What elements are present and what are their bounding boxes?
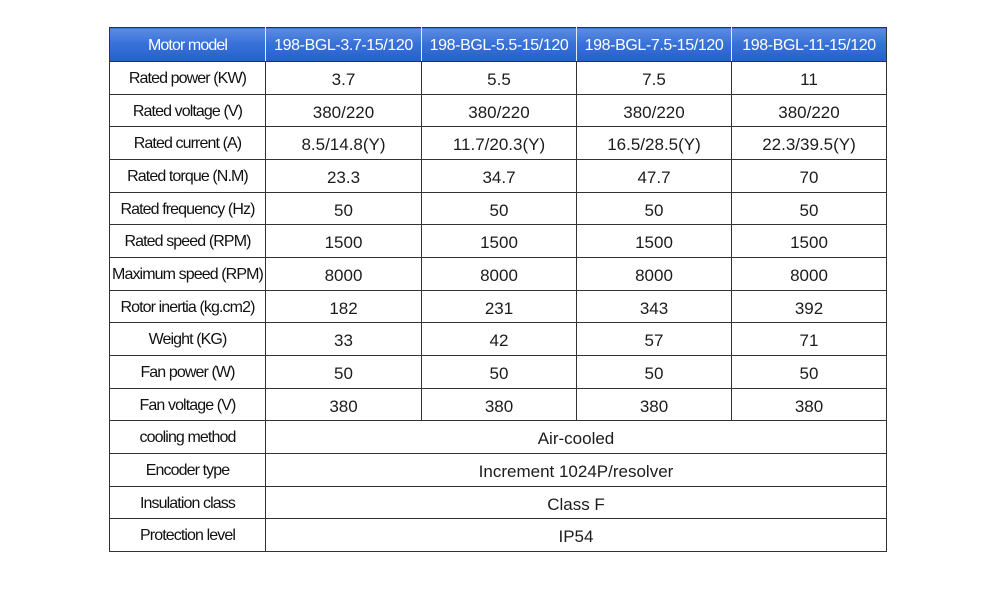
rotor-inertia-value-3: 343 xyxy=(577,290,732,323)
protection-level-label: Protection level xyxy=(110,519,266,552)
rated-power-value-3: 7.5 xyxy=(577,62,732,95)
rated-frequency-label: Rated frequency (Hz) xyxy=(110,192,266,225)
rated-voltage-label: Rated voltage (V) xyxy=(110,94,266,127)
rated-speed-value-2: 1500 xyxy=(422,225,577,258)
encoder-type-value: Increment 1024P/resolver xyxy=(266,453,887,486)
rated-torque-value-3: 47.7 xyxy=(577,159,732,192)
insulation-class-label: Insulation class xyxy=(110,486,266,519)
rotor-inertia-value-2: 231 xyxy=(422,290,577,323)
rated-frequency-value-1: 50 xyxy=(266,192,422,225)
fan-voltage-value-4: 380 xyxy=(732,388,887,421)
rotor-inertia-value-4: 392 xyxy=(732,290,887,323)
fan-power-value-3: 50 xyxy=(577,355,732,388)
rated-speed-value-1: 1500 xyxy=(266,225,422,258)
insulation-class-value: Class F xyxy=(266,486,887,519)
rated-frequency-value-2: 50 xyxy=(422,192,577,225)
rated-power-label: Rated power (KW) xyxy=(110,62,266,95)
row-rated-voltage xyxy=(110,94,887,127)
row-rated-frequency xyxy=(110,192,887,225)
fan-power-value-4: 50 xyxy=(732,355,887,388)
fan-voltage-value-2: 380 xyxy=(422,388,577,421)
rated-torque-value-1: 23.3 xyxy=(266,159,422,192)
maximum-speed-value-2: 8000 xyxy=(422,257,577,290)
row-maximum-speed xyxy=(110,257,887,290)
fan-power-value-1: 50 xyxy=(266,355,422,388)
rated-torque-label: Rated torque (N.M) xyxy=(110,159,266,192)
maximum-speed-value-3: 8000 xyxy=(577,257,732,290)
rated-current-value-3: 16.5/28.5(Y) xyxy=(577,127,732,160)
cooling-method-value: Air-cooled xyxy=(266,421,887,454)
model-header-1: 198-BGL-3.7-15/120 xyxy=(266,28,422,62)
rated-current-label: Rated current (A) xyxy=(110,127,266,160)
row-weight xyxy=(110,323,887,356)
fan-power-label: Fan power (W) xyxy=(110,355,266,388)
row-fan-power xyxy=(110,355,887,388)
rated-speed-label: Rated speed (RPM) xyxy=(110,225,266,258)
row-rated-torque xyxy=(110,159,887,192)
weight-value-3: 57 xyxy=(577,323,732,356)
fan-voltage-label: Fan voltage (V) xyxy=(110,388,266,421)
row-protection-level xyxy=(110,519,887,552)
maximum-speed-value-1: 8000 xyxy=(266,257,422,290)
protection-level-value: IP54 xyxy=(266,519,887,552)
rated-voltage-value-3: 380/220 xyxy=(577,94,732,127)
row-rotor-inertia xyxy=(110,290,887,323)
motor-model-header: Motor model xyxy=(110,28,266,62)
maximum-speed-value-4: 8000 xyxy=(732,257,887,290)
weight-value-1: 33 xyxy=(266,323,422,356)
rotor-inertia-label: Rotor inertia (kg.cm2) xyxy=(110,290,266,323)
cooling-method-label: cooling method xyxy=(110,421,266,454)
row-cooling-method xyxy=(110,421,887,454)
fan-voltage-value-1: 380 xyxy=(266,388,422,421)
rated-current-value-1: 8.5/14.8(Y) xyxy=(266,127,422,160)
rated-current-value-2: 11.7/20.3(Y) xyxy=(422,127,577,160)
row-rated-power xyxy=(110,62,887,95)
fan-voltage-value-3: 380 xyxy=(577,388,732,421)
rated-frequency-value-4: 50 xyxy=(732,192,887,225)
rated-speed-value-3: 1500 xyxy=(577,225,732,258)
rotor-inertia-value-1: 182 xyxy=(266,290,422,323)
rated-voltage-value-1: 380/220 xyxy=(266,94,422,127)
maximum-speed-label: Maximum speed (RPM) xyxy=(110,257,266,290)
rated-voltage-value-2: 380/220 xyxy=(422,94,577,127)
motor-spec-table xyxy=(109,27,887,552)
header-row xyxy=(110,28,887,62)
rated-torque-value-4: 70 xyxy=(732,159,887,192)
fan-power-value-2: 50 xyxy=(422,355,577,388)
row-rated-current xyxy=(110,127,887,160)
row-encoder-type xyxy=(110,453,887,486)
weight-value-2: 42 xyxy=(422,323,577,356)
row-insulation-class xyxy=(110,486,887,519)
model-header-4: 198-BGL-11-15/120 xyxy=(732,28,887,62)
rated-speed-value-4: 1500 xyxy=(732,225,887,258)
rated-power-value-4: 11 xyxy=(732,62,887,95)
row-rated-speed xyxy=(110,225,887,258)
rated-current-value-4: 22.3/39.5(Y) xyxy=(732,127,887,160)
row-fan-voltage xyxy=(110,388,887,421)
encoder-type-label: Encoder type xyxy=(110,453,266,486)
weight-value-4: 71 xyxy=(732,323,887,356)
weight-label: Weight (KG) xyxy=(110,323,266,356)
rated-frequency-value-3: 50 xyxy=(577,192,732,225)
rated-torque-value-2: 34.7 xyxy=(422,159,577,192)
rated-voltage-value-4: 380/220 xyxy=(732,94,887,127)
model-header-3: 198-BGL-7.5-15/120 xyxy=(577,28,732,62)
rated-power-value-1: 3.7 xyxy=(266,62,422,95)
rated-power-value-2: 5.5 xyxy=(422,62,577,95)
model-header-2: 198-BGL-5.5-15/120 xyxy=(422,28,577,62)
